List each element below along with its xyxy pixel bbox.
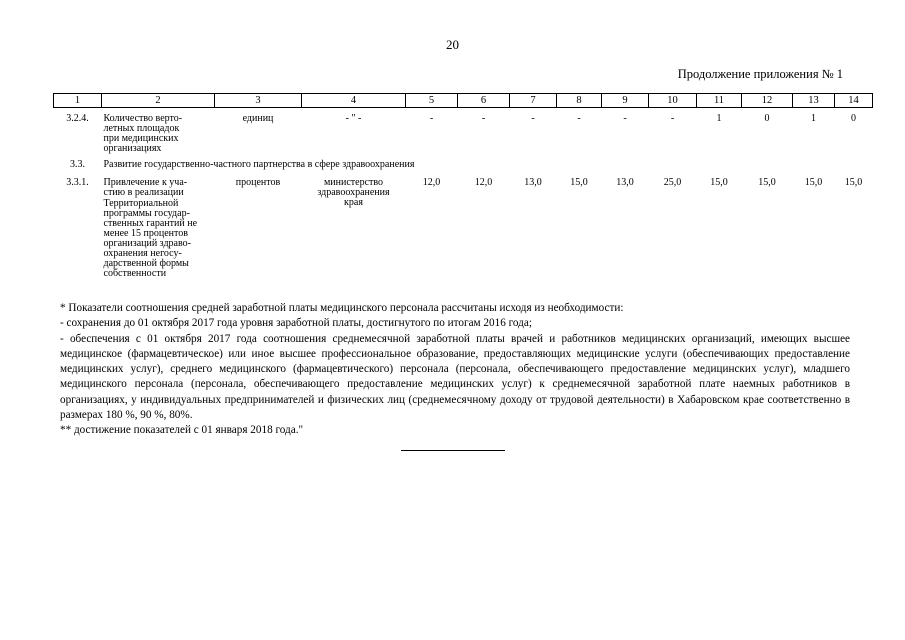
table-header-row xyxy=(54,94,873,108)
value-cell: 15,0 xyxy=(844,177,863,189)
indicator-name xyxy=(102,108,215,155)
table-section-row xyxy=(54,154,873,172)
executor-cell xyxy=(302,108,406,155)
column-header: 14 xyxy=(835,94,873,108)
text-line: менее 15 процентов xyxy=(103,227,188,239)
column-header: 11 xyxy=(697,94,742,108)
continuation-label: Продолжение приложения № 1 xyxy=(677,67,843,81)
value-cell: - xyxy=(531,113,535,124)
column-header: 10 xyxy=(649,94,697,108)
footnotes xyxy=(60,301,850,439)
value-cell: 1 xyxy=(716,113,722,124)
footnote: ** достижение показателей с 01 января 2018 года." xyxy=(60,424,304,437)
row-code: 3.3. xyxy=(70,159,85,171)
column-header: 7 xyxy=(510,94,557,108)
unit-cell: процентов xyxy=(235,177,281,189)
text-line: летных площадок xyxy=(103,123,180,135)
column-header: 13 xyxy=(793,94,835,108)
footnote: * Показатели соотношения средней заработной платы медицинского персонала рассчитаны исходя из необходимости: xyxy=(60,302,624,314)
indicators-table xyxy=(53,93,872,279)
value-cell: 0 xyxy=(851,113,856,124)
section-title: Развитие государственно-частного партнерства в сфере здравоохранения xyxy=(103,159,415,171)
value-cell: 13,0 xyxy=(524,177,542,189)
text-line: ственных гарантий не xyxy=(103,217,198,229)
column-header: 8 xyxy=(557,94,602,108)
value-cell: - xyxy=(623,113,627,124)
value-cell: 15,0 xyxy=(758,177,776,189)
indicator-name xyxy=(102,172,215,279)
value-cell: 15,0 xyxy=(710,177,728,189)
text-line: организаций здраво- xyxy=(103,237,191,249)
column-header: 2 xyxy=(102,94,215,108)
value-cell: 0 xyxy=(764,113,770,124)
text-line: собственности xyxy=(103,268,167,280)
row-code: 3.2.4. xyxy=(66,113,89,124)
value-cell: - xyxy=(429,113,434,124)
row-code: 3.3.1. xyxy=(66,177,89,189)
column-header: 6 xyxy=(458,94,510,108)
column-header: 1 xyxy=(54,94,102,108)
table-row xyxy=(54,172,873,279)
text-line: программы государ- xyxy=(103,207,190,219)
value-cell: - xyxy=(670,113,675,124)
unit-cell: единиц xyxy=(242,113,274,124)
executor-cell xyxy=(302,172,406,279)
column-header: 4 xyxy=(302,94,406,108)
text-line: - " - xyxy=(345,113,362,124)
text-line: охранения негосу- xyxy=(103,248,182,260)
value-cell: 12,0 xyxy=(474,177,493,189)
text-line: края xyxy=(344,197,363,209)
value-cell: 25,0 xyxy=(663,177,682,189)
closing-rule xyxy=(401,450,505,451)
value-cell: 15,0 xyxy=(804,177,823,189)
text-line: Привлечение к уча- xyxy=(103,177,188,189)
footnote: - сохранения до 01 октября 2017 года уровня заработной платы, достигнутого по итогам 2016 года; xyxy=(60,317,532,330)
footnote: - обеспечения с 01 октября 2017 года соотношения среднемесячной заработной платы врачей и работников медицинских организаций, имеющих высшее медицинское (фармацевтическое) или иное высшее профессиональное образование, предоставляющих медицинские услуги (обеспечивающих предоставление медицинских услуг), среднего медицинского (фармацевтического) персонала (персонала, обеспечивающего предоставление медицинских услуг), младшего медицинского персонала (персонала, обеспечивающего предоставление медицинских услуг) к среднемесячной заработной плате наемных работников в организациях, у индивидуальных предпринимателей и физических лиц (среднемесячному доходу от трудовой деятельности) в Хабаровском крае соответственно в размерах 180 %, 90 %, 80%. xyxy=(60,332,850,422)
table-row xyxy=(54,108,873,155)
value-cell: 15,0 xyxy=(570,177,588,189)
text-line: организациях xyxy=(103,143,162,155)
value-cell: 1 xyxy=(811,113,816,124)
value-cell: 13,0 xyxy=(616,177,634,189)
column-header: 9 xyxy=(602,94,649,108)
value-cell: 12,0 xyxy=(422,177,441,189)
page-number: 20 xyxy=(446,37,459,52)
column-header: 3 xyxy=(215,94,302,108)
text-line: дарственной формы xyxy=(103,258,189,270)
text-line: министерство xyxy=(323,177,384,189)
column-header: 5 xyxy=(406,94,458,108)
column-header: 12 xyxy=(742,94,793,108)
value-cell: - xyxy=(577,113,581,124)
text-line: здравоохранения xyxy=(317,187,390,199)
text-line: Количество верто- xyxy=(103,113,183,124)
text-line: стию в реализации xyxy=(103,187,184,199)
text-line: при медицинских xyxy=(103,133,179,145)
text-line: Территориальной xyxy=(103,197,179,209)
value-cell: - xyxy=(481,113,486,124)
